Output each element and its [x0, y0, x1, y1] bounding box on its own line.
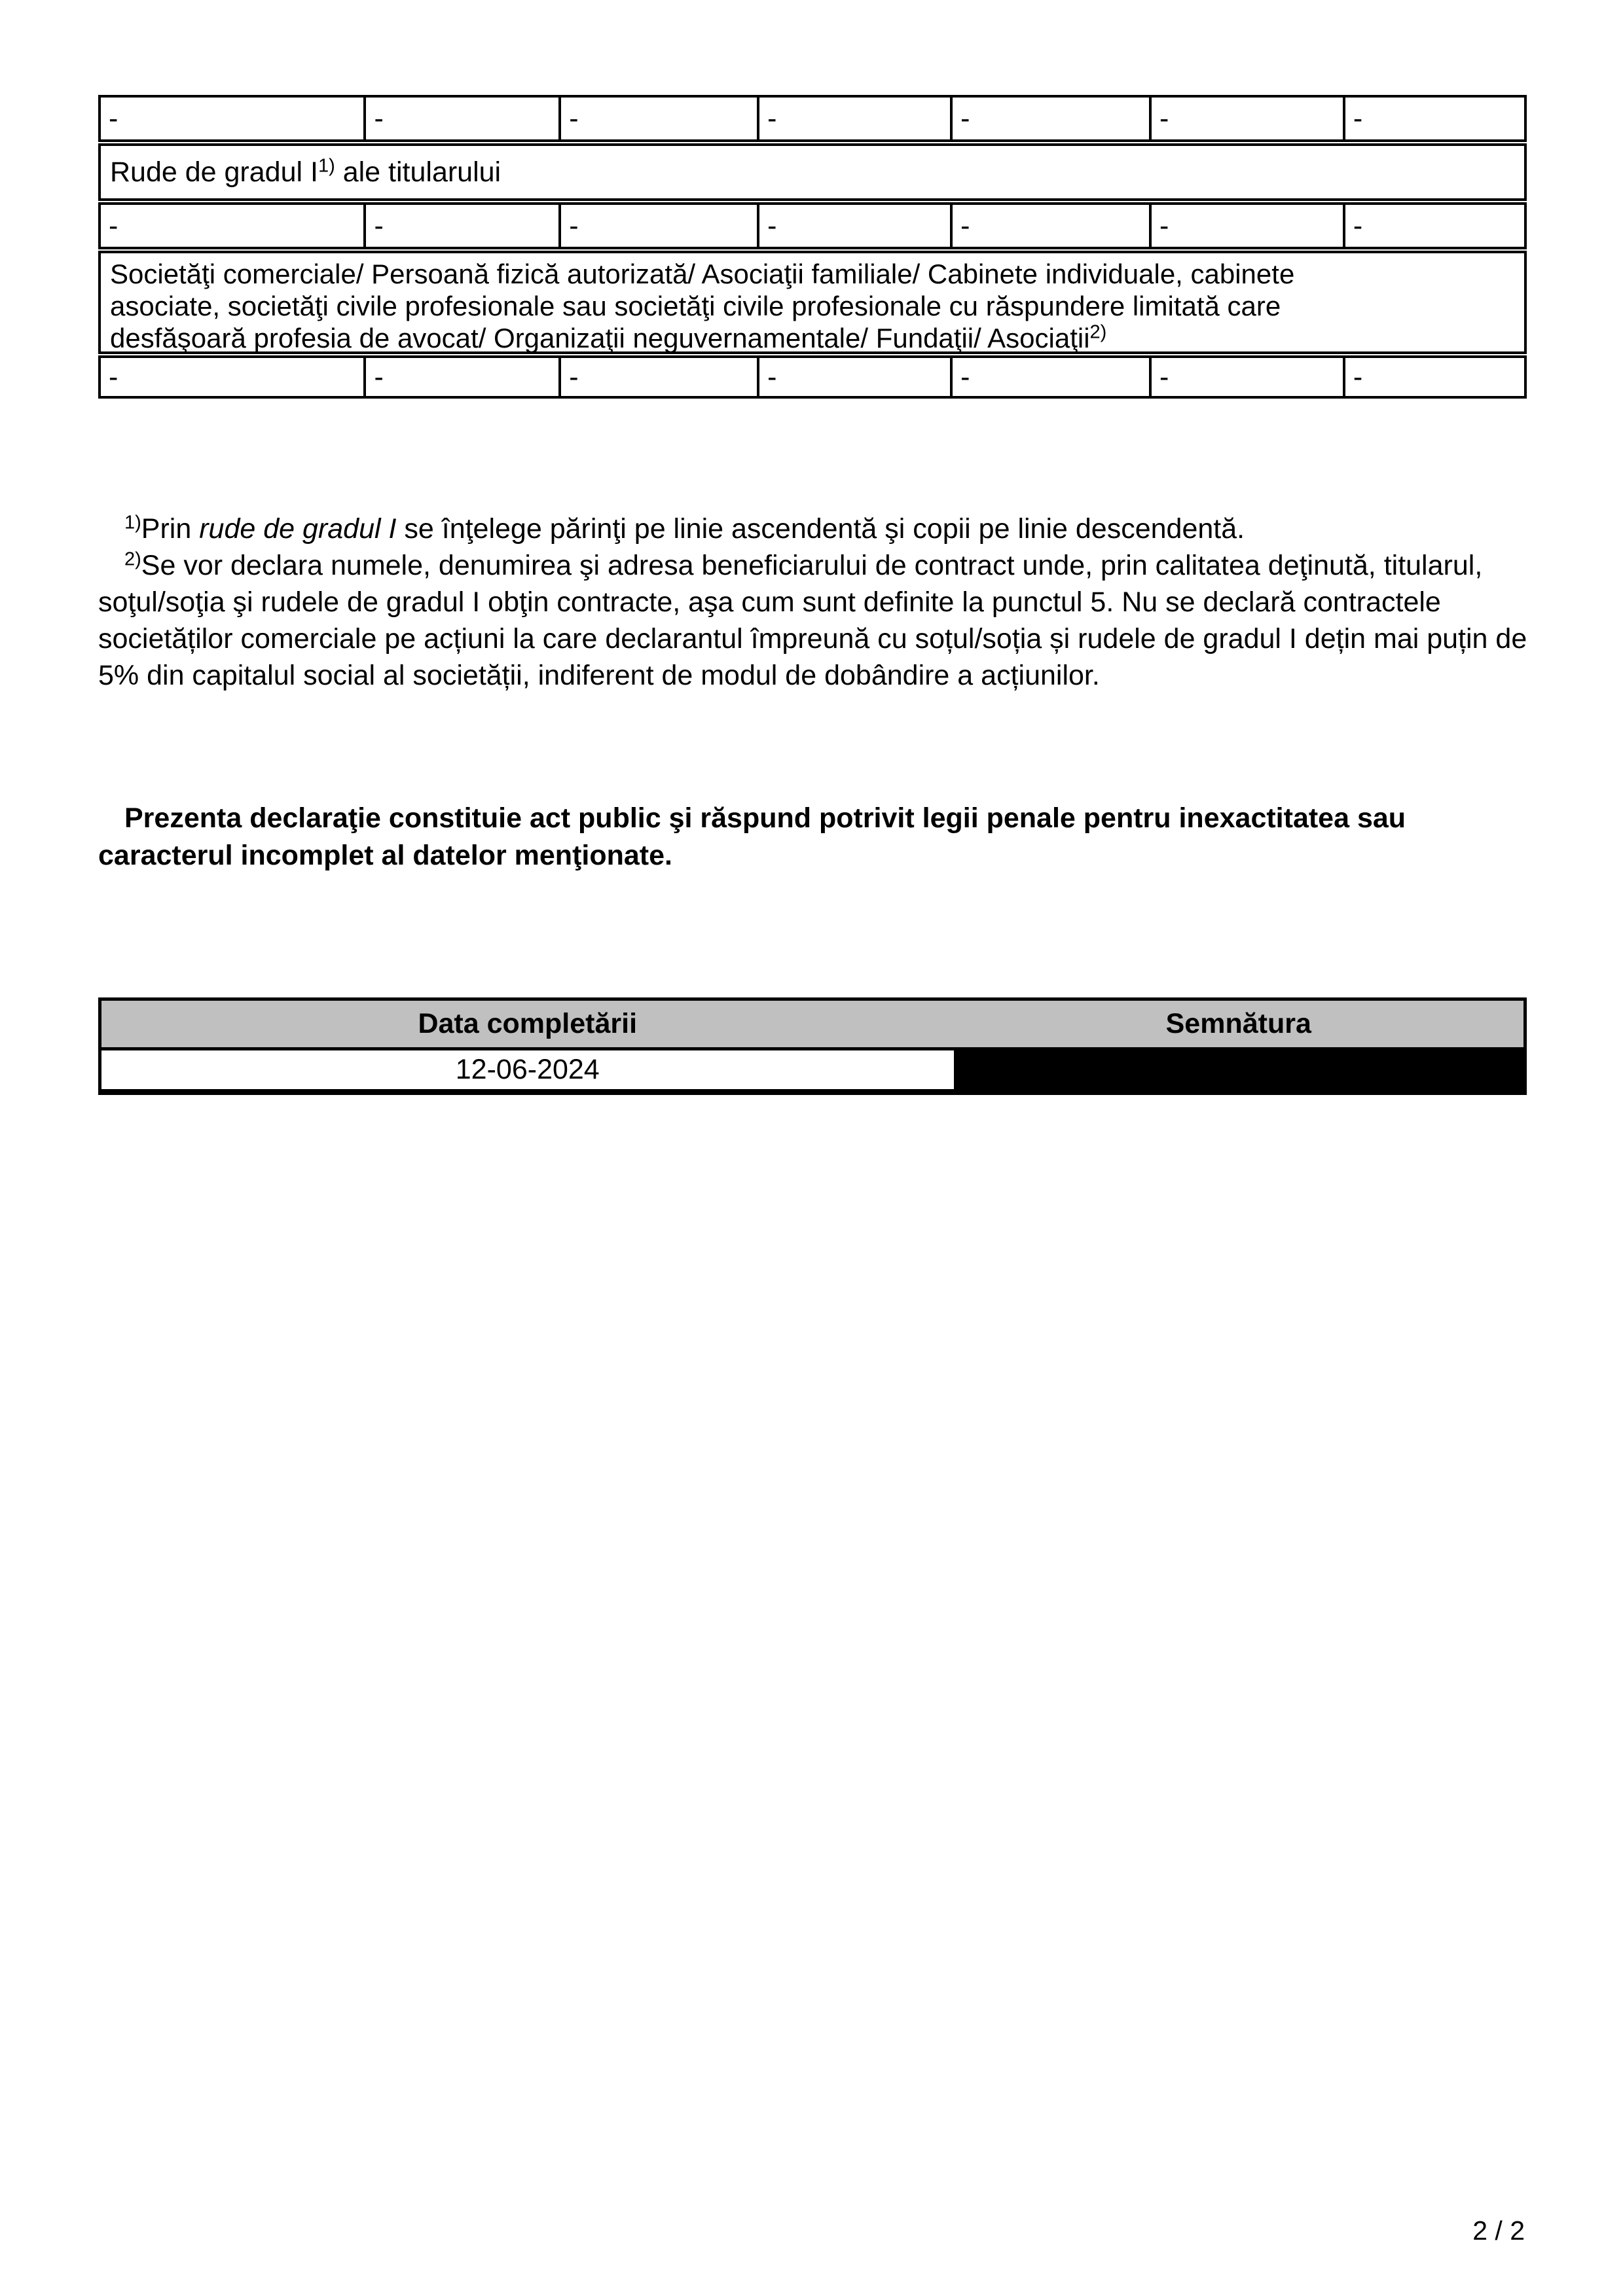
table-cell: - — [953, 358, 1152, 396]
table-row — [98, 95, 1527, 142]
table-cell: - — [366, 358, 561, 396]
footnote-1 — [98, 511, 1539, 547]
table-cell: - — [953, 98, 1152, 139]
footnote-1-italic-term: rude de gradul I — [199, 513, 397, 545]
page-number: 2 / 2 — [1472, 2215, 1525, 2246]
completion-table-value-row — [100, 1049, 1525, 1092]
table-row — [98, 202, 1527, 249]
table-cell: - — [1353, 209, 1363, 242]
table-row — [98, 355, 1527, 399]
table-cell: - — [101, 98, 366, 139]
footnote-2-text: Se vor declara numele, denumirea şi adresa beneficiarului de contract unde, prin calitatea deţinută, titularul, soţul/soţia şi rudele de gradul I obţin contracte, aşa cum sunt definite la punctul 5. Nu se declară contractele societăților comerciale pe acțiuni la care declarantul împreună cu soțul/soția și rudele de gradul I dețin mai puțin de 5% din capitalul social al societății, indiferent de modul de dobândire a acțiunilor. — [98, 550, 1527, 691]
table-cell: - — [101, 205, 366, 247]
companies-label-line1: Societăţi comerciale/ Persoană fizică autorizată/ Asociaţii familiale/ Cabinete individuale, cabinete — [110, 259, 1295, 289]
companies-section-row — [98, 251, 1527, 354]
table-cell: - — [366, 98, 561, 139]
table-cell: - — [759, 358, 953, 396]
table-cell: - — [759, 205, 953, 247]
table-cell: - — [1152, 358, 1345, 396]
table-cell: - — [366, 205, 561, 247]
footnote-1-marker: 1) — [124, 512, 141, 533]
footnotes-block — [98, 511, 1539, 694]
footnote-ref-2: 2) — [1089, 321, 1107, 343]
table-cell: - — [1152, 98, 1345, 139]
completion-signature-table — [98, 997, 1527, 1095]
table-cell: - — [561, 358, 759, 396]
table-cell: - — [759, 98, 953, 139]
table-cell: - — [1353, 102, 1363, 134]
relatives-section-row — [98, 143, 1527, 201]
companies-label-text: desfăşoară profesia de avocat/ Organizaţii neguvernamentale/ Fundaţii/ Asociaţii — [110, 323, 1090, 353]
companies-label-line2: asociate, societăţi civile profesionale sau societăţi civile profesionale cu răspundere limitată care — [110, 291, 1281, 321]
footnote-1-text-end: se înţelege părinţi pe linie ascendentă şi copii pe linie descendentă. — [396, 513, 1245, 545]
table-cell: - — [953, 205, 1152, 247]
relatives-label-text: Rude de gradul I — [110, 156, 318, 188]
footnote-1-text: Prin — [141, 513, 200, 545]
table-cell: - — [561, 205, 759, 247]
table-cell: - — [101, 358, 366, 396]
relatives-section-label — [110, 156, 501, 188]
date-value-cell: 12-06-2024 — [455, 1054, 600, 1085]
companies-label-line3 — [110, 322, 1515, 354]
declaration-table — [98, 95, 1527, 399]
signature-header-cell: Semnătura — [954, 999, 1525, 1049]
completion-table-header-row — [100, 999, 1525, 1049]
footnote-ref-1: 1) — [318, 155, 335, 176]
relatives-label-suffix: ale titularului — [335, 156, 501, 188]
legal-statement-text: Prezenta declaraţie constituie act public şi răspund potrivit legii penale pentru inexactitatea sau caracterul incomplet al datelor menţionate. — [98, 802, 1406, 871]
table-cell: - — [1152, 205, 1345, 247]
table-cell: - — [561, 98, 759, 139]
table-cell: - — [1353, 361, 1363, 393]
signature-redaction-box — [954, 1049, 1525, 1092]
date-header-cell: Data completării — [100, 999, 954, 1049]
footnote-2 — [98, 547, 1539, 694]
legal-statement — [98, 800, 1539, 874]
footnote-2-marker: 2) — [124, 548, 141, 570]
